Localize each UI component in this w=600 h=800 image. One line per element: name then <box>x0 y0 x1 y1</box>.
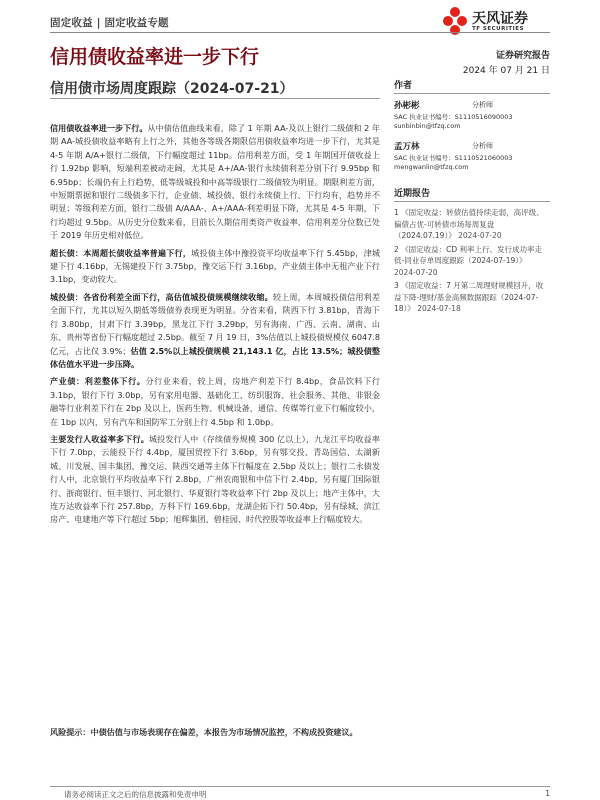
recent-report-title[interactable]: 1 《固定收益：转债估值持续走弱，高评级、偏债占优-可转债市场每周复盘（2024.07.19）》 <box>394 208 544 240</box>
recent-report-title[interactable]: 3 《固定收益：7 月第二周理财规模回升，收益下降-理财/基金高频数据跟踪（2024-07-18）》 <box>394 281 544 313</box>
recent-report-title[interactable]: 2 《固定收益：CD 利率上行、发行成功率走低-同业存单周度跟踪（2024-07-19）》 <box>394 244 543 265</box>
risk-text: 中债估值与市场表现存在偏差，本报告为市场情况监控，不构成投资建议。 <box>90 727 358 737</box>
author-email[interactable]: sunbinbin@tfzq.com <box>394 122 461 130</box>
paragraph-lead: 主要发行人收益率多下行。 <box>50 433 149 444</box>
authors-heading: 作者 <box>394 78 550 94</box>
page-subtitle: 信用债市场周度跟踪（2024-07-21） <box>50 81 294 97</box>
risk-label: 风险提示： <box>50 727 91 737</box>
page-title: 信用债收益率进一步下行 <box>50 46 260 68</box>
paragraph-text: 城投发行人中（存续债券规模 300 亿以上），九龙江平均收益率下行 7.0bp，云能投下行 4.4bp，厦国贸控下行 3.6bp，另有鄂交投、青岛国信、太湖新城、川发展、国丰集团、豫交运、陕西交通等主体下行幅度在 2.5bp 及以上；银行二永债发行人中，北京银行平均收益率下行 2.8bp，广州农商银和中信下行 2.4bp，另有厦门国际银行、浙商银行、恒丰银行、河北银行、华夏银行等收益率下行 2bp 及以上；地产主体中，大连万达收益率下行 257.8bp，万科下行 169.6bp，龙湖企拓下行 50.4bp，另有绿城、滨江房产、电建地产等下行超过 5bp；旭辉集团、碧桂园、时代控股等收益率上行幅度较大。 <box>50 433 380 525</box>
paragraph-lead: 产业债：利差整体下行。 <box>50 376 146 387</box>
author-role: 分析师 <box>472 101 493 109</box>
author-name: 孟万林 <box>394 142 420 152</box>
author-name: 孙彬彬 <box>394 101 420 111</box>
recent-reports-heading: 近期报告 <box>394 186 550 202</box>
title-divider <box>50 98 380 99</box>
author-email[interactable]: mengwanlin@tfzq.com <box>394 163 469 171</box>
report-summary <box>50 122 380 531</box>
author-certificate: SAC 执业证书编号：S1110521060003 <box>394 154 513 162</box>
footer-disclaimer: 请务必阅读正文之后的信息披露和免责申明 <box>64 790 207 799</box>
logo-name: 天风证券 <box>472 11 528 27</box>
header-divider <box>50 32 550 33</box>
sidebar <box>394 78 550 317</box>
risk-warning <box>50 726 380 739</box>
paragraph-conclusion: 估值 2.5%以上城投债规模 21,143.1 亿，占比 13.5%；城投债整体估值水平进一步压降。 <box>50 345 380 369</box>
author-entry <box>394 99 550 140</box>
summary-paragraph <box>50 291 380 371</box>
footer-divider <box>50 786 550 787</box>
summary-paragraph <box>50 375 380 429</box>
section-label: 固定收益 | 固定收益专题 <box>50 17 169 29</box>
page-number: 1 <box>545 789 550 798</box>
recent-report-date: 2024-07-20 <box>458 231 502 240</box>
paragraph-lead: 超长债：本周超长债收益率普遍下行， <box>50 247 192 258</box>
recent-report-item[interactable] <box>394 280 550 315</box>
author-role: 分析师 <box>472 142 493 150</box>
summary-paragraph <box>50 122 380 243</box>
recent-report-item[interactable] <box>394 244 550 279</box>
paragraph-lead: 信用债收益率进一步下行。 <box>50 123 148 133</box>
report-header <box>50 12 550 34</box>
recent-report-item[interactable] <box>394 207 550 242</box>
paragraph-text: 城投债主体中豫投资平均收益率下行 5.45bp，津城建下行 4.16bp，无锡建投下行 3.75bp，豫交运下行 3.16bp，产业债主体中无租产业下行 3.1bp，变动较大。 <box>50 247 380 285</box>
recent-report-date: 2024-07-20 <box>394 267 438 277</box>
paragraph-text: 较上周，本周城投债信用利差全面下行，尤其以短久期低等级债券表现更为明显。分省来看，陕西下行 3.81bp，青海下行 3.80bp，甘肃下行 3.39bp，黑龙江下行 3.29bp，另有海南、广西、云南、湖南、山东、贵州等省份下行幅度超过 2.5bp。截至 7 月 19 日，3%估值以上城投债规模仅 6047.8 亿元，占比仅 3.9%； <box>50 291 380 356</box>
recent-report-date: 2024-07-18 <box>417 304 461 313</box>
report-type: 证券研究报告 <box>495 51 550 61</box>
company-logo <box>442 4 550 40</box>
author-certificate: SAC 执业证书编号：S1110516090003 <box>394 113 513 121</box>
summary-paragraph <box>50 247 380 287</box>
summary-paragraph <box>50 433 380 527</box>
recent-reports-list <box>394 207 550 315</box>
paragraph-lead: 城投债：各省份利差全面下行，高估值城投债规模继续收缩。 <box>50 291 273 302</box>
paragraph-text: 分行业来看，较上周，房地产利差下行 8.4bp，食品饮料下行 3.1bp，银行下行 3.0bp，另有家用电器、基础化工、纺织服饰、社会服务、其他、非银金融等行业利差下行在 2bp 及以上，医药生物、机械设备、通信、传媒等行业下行幅度较小，在 1bp 以内，另有汽车和国防军工分别上行 4.5bp 和 1.0bp。 <box>50 376 380 427</box>
paragraph-text: 从中债估值曲线来看，除了 1 年期 AA-及以上银行二级债和 2 年期 AA-城投债收益率略有上行之外，其他各等级各期限信用债收益率均进一步下行，尤其是 4-5 年期 A/A+银行二级债，下行幅度超过 11bp。信用利差方面，受 1 年期国开债收益上行 1.92bp 影响，短端利差被动走阔，尤其是 A+/AA-银行永续债利差分别下行 9.95bp 和 6.95bp；长端仍有上行趋势，低等级城投和中高等级银行二级债较为明显。期限利差方面，中短期票据和银行二级债多下行，企业债、城投债、银行永续债上行、下行均有，趋势并不明显；等级利差方面，银行二级债 A/AAA-、A+/AAA-利差明显下降，尤其是 4-5 年期，下行均超过 9.5bp。从历史分位数来看，目前长久期信用类资产收益率、信用利差分位数已处于 2019 年历史相对低位。 <box>50 123 380 241</box>
logo-subtitle: TF SECURITIES <box>472 26 524 32</box>
report-date: 2024 年 07 月 21 日 <box>462 66 550 76</box>
author-entry <box>394 140 550 181</box>
